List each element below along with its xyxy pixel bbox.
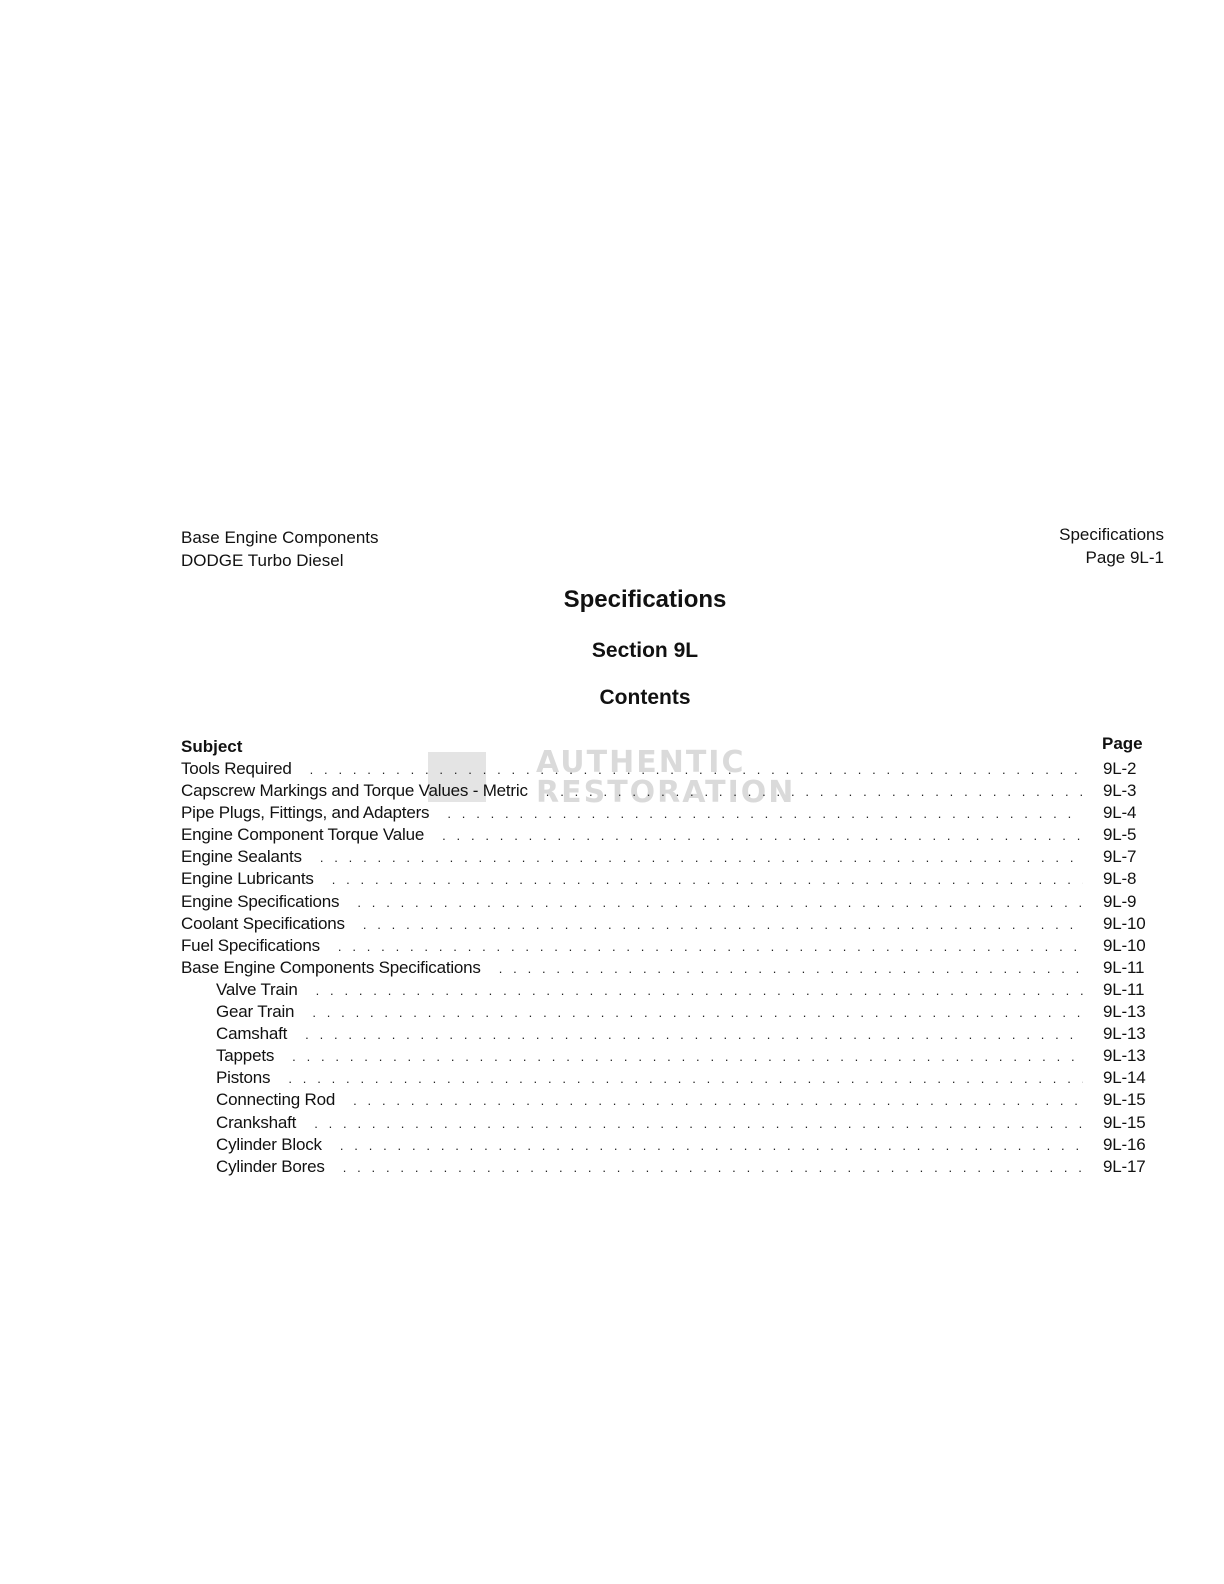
toc-subentry [181, 1156, 1151, 1178]
toc-entry-label: Cylinder Block [216, 1134, 322, 1154]
toc-subentry [181, 1023, 1151, 1045]
toc-entry-page: 9L-13 [1103, 1024, 1146, 1044]
toc-subentry [181, 979, 1151, 1001]
toc-entry [181, 758, 1151, 780]
toc-leader-dots [316, 980, 1083, 1002]
toc-entry-label: Camshaft [216, 1024, 288, 1044]
toc-subentry [181, 1134, 1151, 1156]
toc-entry [181, 935, 1151, 957]
toc-entry-label: Engine Sealants [181, 847, 302, 867]
toc-entry-label: Pipe Plugs, Fittings, and Adapters [181, 803, 430, 823]
toc-entry-page: 9L-17 [1103, 1156, 1146, 1176]
toc-entry-page: 9L-10 [1103, 913, 1146, 933]
toc-entry-page: 9L-5 [1103, 825, 1137, 845]
header-chapter: Base Engine Components [181, 528, 379, 547]
toc-entry-label: Engine Lubricants [181, 869, 314, 889]
toc-subentry [181, 1067, 1151, 1089]
toc-entry-page: 9L-11 [1103, 979, 1145, 999]
toc-leader-dots [353, 1090, 1083, 1112]
toc-entry [181, 913, 1151, 935]
toc-entry-label: Crankshaft [216, 1112, 297, 1132]
toc-leader-dots [357, 892, 1083, 914]
toc-leader-dots [332, 869, 1083, 891]
table-of-contents [181, 758, 1151, 1178]
toc-entry [181, 802, 1151, 824]
toc-entry-page: 9L-9 [1103, 891, 1137, 911]
toc-leader-dots [320, 847, 1083, 869]
toc-entry-page: 9L-8 [1103, 869, 1137, 889]
toc-subentry [181, 1089, 1151, 1111]
toc-entry-label: Fuel Specifications [181, 935, 320, 955]
toc-leader-dots [314, 1113, 1083, 1135]
toc-entry-label: Valve Train [216, 979, 298, 999]
toc-entry-page: 9L-14 [1103, 1068, 1146, 1088]
toc-page-heading: Page [1102, 734, 1143, 753]
toc-entry [181, 957, 1151, 979]
toc-entry [181, 846, 1151, 868]
toc-entry [181, 891, 1151, 913]
toc-leader-dots [312, 1002, 1083, 1024]
toc-entry-page: 9L-15 [1103, 1090, 1146, 1110]
toc-entry [181, 780, 1151, 802]
toc-entry-label: Capscrew Markings and Torque Values - Metric [181, 781, 528, 801]
header-section-name: Specifications [1059, 525, 1164, 544]
toc-entry-label: Cylinder Bores [216, 1156, 325, 1176]
toc-entry [181, 868, 1151, 890]
toc-leader-dots [363, 914, 1083, 936]
watermark-text: AUTHENTIC RESTORATION [536, 745, 796, 810]
header-vehicle: DODGE Turbo Diesel [181, 551, 344, 570]
toc-entry-label: Gear Train [216, 1002, 295, 1022]
header-right [1059, 523, 1164, 569]
toc-subentry [181, 1045, 1151, 1067]
toc-entry-label: Tappets [216, 1046, 275, 1066]
toc-entry-page: 9L-10 [1103, 935, 1146, 955]
toc-leader-dots [546, 781, 1083, 803]
header-left [181, 526, 379, 572]
toc-entry-page: 9L-3 [1103, 781, 1137, 801]
section-title: Section 9L [591, 639, 699, 662]
toc-entry-page: 9L-11 [1103, 957, 1145, 977]
toc-entry-label: Engine Component Torque Value [181, 825, 425, 845]
toc-leader-dots [338, 936, 1083, 958]
contents-title: Contents [599, 686, 691, 709]
toc-leader-dots [343, 1157, 1083, 1179]
toc-entry-label: Pistons [216, 1068, 271, 1088]
toc-leader-dots [310, 759, 1083, 781]
toc-entry-page: 9L-7 [1103, 847, 1137, 867]
toc-leader-dots [288, 1068, 1083, 1090]
toc-entry-page: 9L-13 [1103, 1002, 1146, 1022]
toc-entry [181, 824, 1151, 846]
toc-entry-label: Coolant Specifications [181, 913, 345, 933]
toc-subentry [181, 1112, 1151, 1134]
toc-leader-dots [292, 1046, 1083, 1068]
toc-entry-page: 9L-15 [1103, 1112, 1146, 1132]
toc-subentry [181, 1001, 1151, 1023]
toc-leader-dots [499, 958, 1083, 980]
toc-leader-dots [447, 803, 1083, 825]
header-page-number: Page 9L-1 [1085, 548, 1164, 567]
toc-subject-heading: Subject [181, 737, 243, 756]
toc-leader-dots [340, 1135, 1083, 1157]
toc-entry-page: 9L-16 [1103, 1134, 1146, 1154]
toc-entry-page: 9L-4 [1103, 803, 1137, 823]
toc-entry-page: 9L-13 [1103, 1046, 1146, 1066]
toc-entry-label: Base Engine Components Specifications [181, 957, 481, 977]
toc-entry-label: Connecting Rod [216, 1090, 336, 1110]
toc-leader-dots [305, 1024, 1083, 1046]
page-title: Specifications [563, 586, 727, 613]
toc-leader-dots [442, 825, 1083, 847]
toc-entry-page: 9L-2 [1103, 759, 1137, 778]
toc-entry-label: Tools Required [181, 759, 292, 778]
toc-entry-label: Engine Specifications [181, 891, 340, 911]
